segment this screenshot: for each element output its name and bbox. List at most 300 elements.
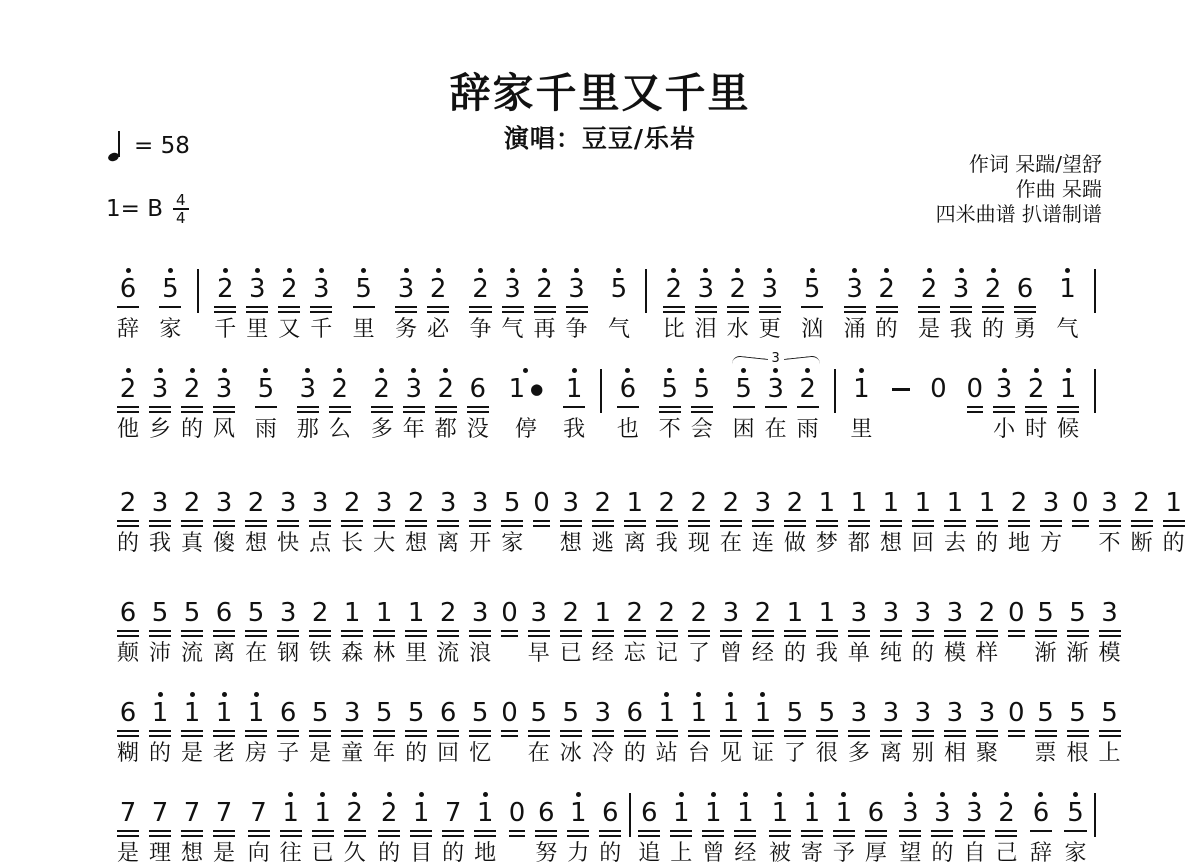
beam-underlines	[624, 727, 646, 739]
lyric-syllable: 聚	[975, 741, 998, 766]
beam-line	[899, 835, 921, 837]
note-digit: 3	[504, 274, 521, 304]
lyric-syllable: 不	[1098, 531, 1121, 556]
note-token	[561, 264, 593, 342]
lyric-syllable: 在	[245, 641, 268, 666]
beam-line	[312, 835, 334, 837]
lyric-syllable: 必	[427, 317, 450, 342]
beam-line	[617, 406, 639, 408]
lyric-syllable: 都	[847, 531, 870, 556]
beam-line	[944, 525, 966, 527]
note-digit: 2	[658, 488, 676, 518]
beam-line	[278, 311, 300, 313]
note-token	[913, 264, 945, 342]
beam-underlines	[437, 627, 459, 639]
note-digit: 1	[914, 488, 932, 518]
beam-underlines	[309, 727, 331, 739]
note-group	[112, 264, 144, 342]
beam-line	[248, 830, 270, 832]
high-octave-dot-icon	[483, 792, 488, 797]
note-token	[305, 264, 337, 342]
note-digit: 6	[602, 798, 619, 828]
tempo-value: = 58	[134, 133, 190, 159]
beam-underlines	[976, 517, 998, 529]
note-token	[496, 478, 528, 556]
beam-underlines	[816, 627, 838, 639]
beam-line	[214, 311, 236, 313]
lyric-syllable: 上	[1098, 741, 1121, 766]
beam-line	[976, 630, 998, 632]
note-token	[529, 264, 561, 342]
beam-line	[277, 520, 299, 522]
note-token	[348, 264, 380, 342]
lyric-syllable: 自	[963, 841, 986, 866]
beam-line	[592, 730, 614, 732]
beam-underlines	[213, 727, 235, 739]
beam-underlines	[976, 627, 998, 639]
note-digit: 1	[343, 598, 361, 628]
beam-line	[213, 406, 235, 408]
note-digit: 1	[818, 488, 836, 518]
note-digit: 3	[151, 488, 169, 518]
note-token	[686, 364, 718, 442]
note-token	[523, 588, 555, 666]
beam-underlines	[670, 827, 692, 839]
lyric-syllable: 的	[875, 317, 898, 342]
note-group	[875, 688, 1003, 766]
lyric-syllable: 久	[343, 841, 366, 866]
beam-line	[378, 835, 400, 837]
beam-line	[670, 830, 692, 832]
note-digit: 5	[1069, 598, 1086, 628]
lyric-syllable: 的	[599, 841, 622, 866]
beam-line	[688, 635, 710, 637]
note-digit: 3	[761, 274, 779, 304]
beam-line	[395, 311, 417, 313]
beam-line	[848, 730, 870, 732]
beam-line	[695, 311, 717, 313]
note-digit: 5	[530, 698, 548, 728]
beam-line	[1067, 735, 1089, 737]
rest-token	[496, 688, 523, 766]
beam-underlines	[912, 627, 934, 639]
note-group	[1059, 788, 1091, 866]
notation-line-4	[112, 588, 1121, 666]
note-digit: 2	[183, 374, 201, 404]
note-token	[208, 478, 240, 556]
barline	[600, 369, 602, 413]
note-token	[272, 478, 304, 556]
rest-token	[504, 788, 531, 866]
lyric-syllable: 年	[402, 417, 425, 442]
note-token	[304, 478, 336, 556]
note-digit: 3	[1101, 598, 1118, 628]
beam-underlines	[695, 303, 717, 315]
lyric-syllable: 颠	[117, 641, 140, 666]
beam-line	[246, 311, 268, 313]
note-token	[665, 788, 697, 866]
high-octave-dot-icon	[741, 368, 746, 373]
beam-line	[310, 311, 332, 313]
note-token	[112, 688, 144, 766]
note-group	[112, 688, 240, 766]
beam-line	[117, 520, 139, 522]
lyric-syllable: 票	[1034, 741, 1057, 766]
lyric-syllable: 是	[918, 317, 941, 342]
beam-line	[329, 411, 351, 413]
lyric-syllable	[1013, 742, 1020, 766]
note-digit: 2	[407, 488, 425, 518]
beam-underlines	[344, 827, 366, 839]
lyric-syllable: 理	[149, 841, 172, 866]
lyric-syllable: 千	[310, 317, 333, 342]
note-group	[925, 364, 952, 442]
beam-line	[727, 311, 749, 313]
high-octave-dot-icon	[959, 268, 964, 273]
note-digit: 2	[1010, 488, 1028, 518]
note-digit: 1	[690, 698, 708, 728]
beam-underlines	[1025, 403, 1047, 415]
beam-underlines	[373, 517, 395, 529]
beam-underlines	[592, 627, 614, 639]
note-token	[144, 788, 176, 866]
lyric-syllable: 被	[768, 841, 791, 866]
beam-line	[277, 635, 299, 637]
beam-line	[624, 525, 646, 527]
high-octave-dot-icon	[223, 268, 228, 273]
beam-line	[1099, 525, 1121, 527]
note-token	[112, 364, 144, 442]
beam-underlines	[659, 403, 681, 415]
beam-line	[1040, 525, 1062, 527]
beam-underlines	[880, 727, 902, 739]
high-octave-dot-icon	[671, 268, 676, 273]
note-token	[1035, 478, 1067, 556]
beam-underlines	[149, 517, 171, 529]
lyric-syllable: 想	[559, 531, 582, 556]
high-octave-dot-icon	[859, 368, 864, 373]
lyric-syllable: 里	[850, 417, 873, 442]
beam-line	[437, 730, 459, 732]
note-digit: 3	[405, 374, 422, 404]
note-token	[292, 364, 324, 442]
lyric-syllable: 往	[279, 841, 302, 866]
beam-underlines	[341, 627, 363, 639]
note-digit: 3	[697, 274, 715, 304]
beam-underlines	[117, 627, 139, 639]
note-token	[651, 478, 683, 556]
note-token	[241, 264, 273, 342]
note-token	[811, 688, 843, 766]
beam-line	[245, 630, 267, 632]
note-token	[208, 788, 240, 866]
beam-line	[442, 835, 464, 837]
beam-underlines	[469, 517, 491, 529]
lyric-syllable: 在	[764, 417, 787, 442]
high-octave-dot-icon	[574, 268, 579, 273]
note-digit: 1	[282, 798, 299, 828]
note-group	[875, 588, 1003, 666]
note-token	[243, 788, 275, 866]
lyric-syllable: 曾	[719, 641, 742, 666]
high-octave-dot-icon	[387, 792, 392, 797]
note-digit: 3	[248, 274, 266, 304]
note-digit: 2	[665, 274, 683, 304]
lyric-syllable: 林	[373, 641, 396, 666]
beam-line	[816, 525, 838, 527]
note-digit: 5	[162, 274, 179, 304]
beam-underlines	[213, 827, 235, 839]
beam-line	[1099, 735, 1121, 737]
beam-underlines	[442, 827, 464, 839]
lyric-syllable: 更	[758, 317, 781, 342]
lyric-syllable	[971, 418, 978, 442]
note-token	[272, 688, 304, 766]
beam-line	[982, 311, 1004, 313]
lyric-syllable: 忆	[469, 741, 492, 766]
beam-line	[592, 630, 614, 632]
note-group	[603, 264, 635, 342]
beam-line	[437, 520, 459, 522]
high-octave-dot-icon	[908, 792, 913, 797]
high-octave-dot-icon	[443, 368, 448, 373]
beam-underlines	[848, 517, 870, 529]
beam-line	[474, 830, 496, 832]
lyric-syllable: 里	[352, 317, 375, 342]
lyric-syllable: 再	[533, 317, 556, 342]
beam-line	[427, 306, 449, 308]
lyric-syllable: 相	[943, 741, 966, 766]
beam-underlines	[181, 517, 203, 529]
beam-line	[309, 635, 331, 637]
beam-underlines	[688, 627, 710, 639]
lyric-syllable: 已	[559, 641, 582, 666]
beam-line	[976, 735, 998, 737]
high-octave-dot-icon	[728, 692, 733, 697]
beam-line	[297, 411, 319, 413]
time-signature-numerator: 4	[173, 193, 189, 210]
note-token	[144, 688, 176, 766]
beam-line	[560, 635, 582, 637]
rest-token	[528, 478, 555, 556]
beam-underlines	[688, 727, 710, 739]
note-digit: 3	[946, 598, 964, 628]
beam-line	[976, 730, 998, 732]
note-token	[939, 588, 971, 666]
beam-line	[880, 520, 902, 522]
beam-line	[1008, 525, 1030, 527]
note-digit: 1	[946, 488, 964, 518]
note-digit: 5	[257, 374, 275, 404]
beam-line	[341, 635, 363, 637]
high-octave-dot-icon	[305, 368, 310, 373]
beam-line	[720, 520, 742, 522]
beam-underlines	[560, 517, 582, 529]
beam-line	[688, 735, 710, 737]
beam-line	[663, 306, 685, 308]
note-token	[683, 588, 715, 666]
beam-line	[245, 520, 267, 522]
note-digit: 3	[311, 488, 329, 518]
beam-line	[245, 635, 267, 637]
beam-line	[560, 630, 582, 632]
note-token	[240, 478, 272, 556]
beam-line	[765, 406, 787, 408]
beam-line	[117, 835, 139, 837]
note-token	[464, 478, 496, 556]
beam-underlines	[816, 517, 838, 529]
note-digit: 3	[966, 798, 983, 828]
lyric-syllable: 我	[950, 317, 973, 342]
beam-underlines	[535, 827, 557, 839]
note-group	[112, 364, 240, 442]
note-digit: 5	[151, 598, 169, 628]
note-token	[1030, 688, 1062, 766]
high-octave-dot-icon	[972, 792, 977, 797]
note-token	[272, 588, 304, 666]
beam-underlines	[1014, 303, 1036, 315]
note-digit: 6	[1016, 274, 1034, 304]
beam-line	[341, 730, 363, 732]
beam-underlines	[248, 827, 270, 839]
beam-underlines	[373, 627, 395, 639]
note-digit: 6	[626, 698, 644, 728]
beam-line	[918, 311, 940, 313]
lyric-syllable: 我	[655, 531, 678, 556]
note-digit: 1	[412, 798, 430, 828]
beam-underlines	[624, 517, 646, 529]
high-octave-dot-icon	[436, 268, 441, 273]
beam-line	[624, 630, 646, 632]
note-token	[971, 688, 1003, 766]
beam-line	[784, 525, 806, 527]
lyric-syllable: 站	[655, 741, 678, 766]
note-digit: 1	[658, 698, 676, 728]
beam-underlines	[297, 403, 319, 415]
note-token	[368, 478, 400, 556]
notation-line-6	[112, 788, 1096, 866]
note-digit: 2	[536, 274, 553, 304]
note-token	[400, 588, 432, 666]
beam-line	[599, 830, 621, 832]
note-digit: 3	[882, 598, 900, 628]
rest-token	[1003, 688, 1030, 766]
note-digit: 3	[375, 488, 393, 518]
lyric-syllable: 经	[591, 641, 614, 666]
note-group	[1003, 688, 1126, 766]
lyric-syllable: 涌	[843, 317, 866, 342]
note-digit: 3	[767, 374, 784, 404]
high-octave-dot-icon	[703, 268, 708, 273]
note-group	[633, 788, 761, 866]
note-digit: 6	[641, 798, 658, 828]
note-group	[1067, 478, 1190, 556]
note-group	[619, 688, 747, 766]
beam-line	[469, 735, 491, 737]
beam-line	[309, 520, 331, 522]
lyric-syllable: 家	[159, 317, 182, 342]
high-octave-dot-icon	[841, 792, 846, 797]
note-digit: 6	[867, 798, 885, 828]
lyric-syllable: 冷	[591, 741, 614, 766]
note-digit: 1	[673, 798, 690, 828]
beam-line	[341, 630, 363, 632]
note-token	[683, 688, 715, 766]
beam-line	[816, 730, 838, 732]
lyric-syllable: 铁	[309, 641, 332, 666]
beam-line	[245, 735, 267, 737]
beam-line	[848, 635, 870, 637]
note-digit: 2	[562, 598, 580, 628]
note-token	[697, 788, 729, 866]
beam-line	[769, 835, 791, 837]
beam-line	[592, 525, 614, 527]
beam-line	[117, 830, 139, 832]
credit-composer: 作曲 呆踹	[1015, 177, 1102, 201]
beam-underlines	[501, 627, 518, 639]
lyric-syllable: 房	[245, 741, 268, 766]
high-octave-dot-icon	[222, 368, 227, 373]
beam-line	[638, 835, 660, 837]
note-token	[555, 588, 587, 666]
beam-line	[688, 730, 710, 732]
high-octave-dot-icon	[1004, 792, 1009, 797]
note-digit: 1	[626, 488, 644, 518]
beam-line	[437, 525, 459, 527]
beam-line	[1014, 306, 1036, 308]
lyric-syllable: 长	[341, 531, 364, 556]
beam-line	[181, 406, 203, 408]
beam-underlines	[1163, 517, 1185, 529]
note-token	[432, 478, 464, 556]
high-octave-dot-icon	[337, 368, 342, 373]
beam-line	[656, 630, 678, 632]
beam-underlines	[277, 727, 299, 739]
lyric-syllable: 根	[1066, 741, 1089, 766]
beam-underlines	[213, 627, 235, 639]
lyric-syllable: 了	[783, 741, 806, 766]
beam-underlines	[1035, 627, 1057, 639]
lyric-syllable: 记	[655, 641, 678, 666]
beam-line	[976, 525, 998, 527]
note-token	[654, 364, 686, 442]
note-token	[779, 478, 811, 556]
beam-line	[1099, 635, 1121, 637]
note-token	[530, 788, 562, 866]
lyric-syllable: 家	[501, 531, 524, 556]
beam-underlines	[502, 303, 524, 315]
beam-line	[759, 311, 781, 313]
beam-underlines	[848, 727, 870, 739]
beam-underlines	[1131, 517, 1153, 529]
note-digit: 7	[444, 798, 462, 828]
beam-line	[1035, 635, 1057, 637]
lyric-syllable: 雨	[254, 417, 277, 442]
note-group	[747, 588, 875, 666]
lyric-syllable: 想	[245, 531, 268, 556]
note-digit: 2	[331, 374, 349, 404]
beam-line	[309, 730, 331, 732]
beam-line	[1163, 520, 1185, 522]
beam-underlines	[944, 517, 966, 529]
note-digit: 7	[250, 798, 267, 828]
lyric-syllable: 很	[815, 741, 838, 766]
note-digit: 5	[355, 274, 372, 304]
beam-line	[435, 406, 457, 408]
high-octave-dot-icon	[404, 268, 409, 273]
note-digit: 3	[215, 488, 233, 518]
beam-line	[405, 735, 427, 737]
